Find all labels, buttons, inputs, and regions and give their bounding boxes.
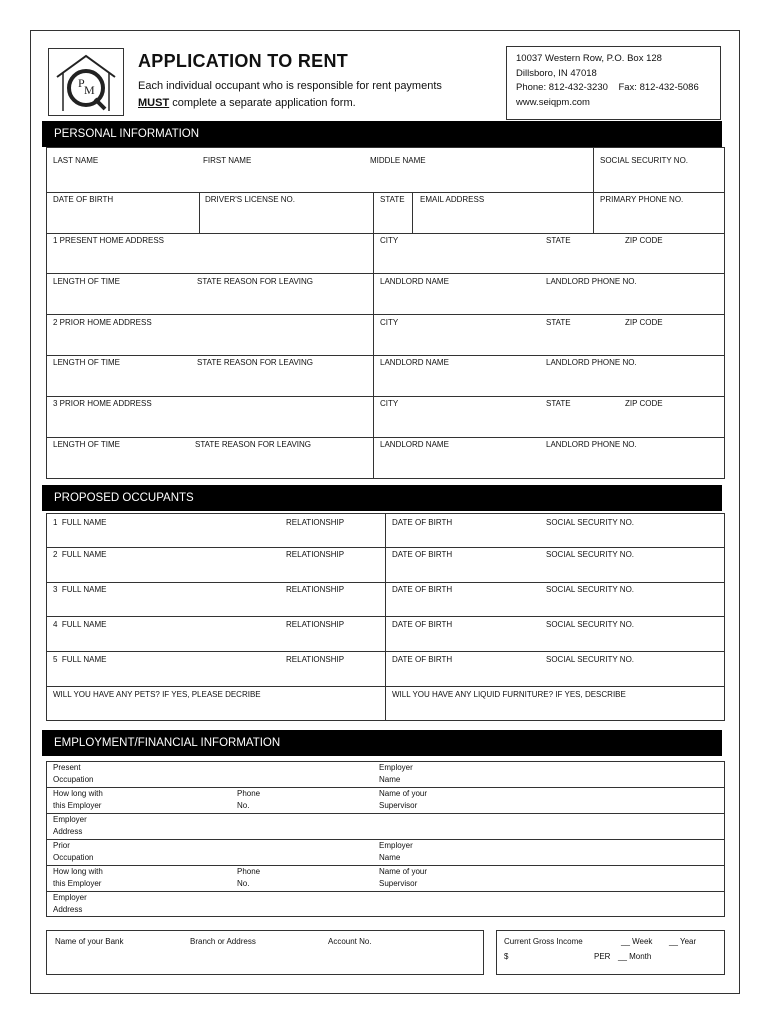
occupant-4-relationship-label: RELATIONSHIP <box>286 620 345 629</box>
address-2-city-label: CITY <box>380 318 399 327</box>
supervisor-field[interactable] <box>440 794 715 808</box>
reason-1-field[interactable] <box>197 293 367 309</box>
length-1-field[interactable] <box>53 293 188 309</box>
address-2-zip-field[interactable] <box>625 334 720 350</box>
address-3-city-field[interactable] <box>380 415 540 431</box>
svg-text:M: M <box>84 83 95 97</box>
reason-2-label: STATE REASON FOR LEAVING <box>197 358 314 367</box>
form-title: APPLICATION TO RENT <box>138 51 349 71</box>
length-1-label: LENGTH OF TIME <box>53 277 120 286</box>
address-3-label: 3 PRIOR HOME ADDRESS <box>53 399 152 408</box>
occupant-5-name-field[interactable] <box>53 669 378 683</box>
proposed-occupants-header: PROPOSED OCCUPANTS <box>42 485 722 511</box>
length-2-label: LENGTH OF TIME <box>53 358 120 367</box>
pets-field[interactable] <box>53 703 378 718</box>
account-field[interactable] <box>328 952 478 968</box>
landlord-3-field[interactable] <box>380 457 540 473</box>
occupant-5-ssn-label: SOCIAL SECURITY NO. <box>546 655 635 664</box>
account-label: Account No. <box>328 937 372 946</box>
address-2-state-field[interactable] <box>546 334 616 350</box>
divider <box>385 513 386 721</box>
landlord-2-label: LANDLORD NAME <box>380 358 449 367</box>
personal-info-header: PERSONAL INFORMATION <box>42 121 722 147</box>
occupant-2-name-label: 2 FULL NAME <box>53 550 107 559</box>
supervisor-label: Name of your Supervisor <box>379 789 428 810</box>
prior-occupation-label: Prior Occupation <box>53 841 94 862</box>
per-label: PER <box>594 952 611 961</box>
divider <box>46 891 725 892</box>
address-3-zip-label: ZIP CODE <box>625 399 663 408</box>
house-logo-icon <box>49 49 123 115</box>
ssn-label: SOCIAL SECURITY NO. <box>600 156 689 165</box>
address-1-state-field[interactable] <box>546 252 616 268</box>
how-long-label: How long with this Employer <box>53 789 103 810</box>
address-1-field[interactable] <box>53 252 365 268</box>
subtitle-line-1: Each individual occupant who is responsible for rent payments <box>138 80 442 92</box>
employer-phone-field[interactable] <box>265 794 370 808</box>
address-2-zip-label: ZIP CODE <box>625 318 663 327</box>
bank-name-label: Name of your Bank <box>55 937 124 946</box>
employer-address-label: Employer Address <box>53 815 87 836</box>
prior-employer-name-field[interactable] <box>425 846 715 860</box>
present-occupation-field[interactable] <box>115 768 370 782</box>
employer-address-field[interactable] <box>105 820 715 834</box>
occupant-2-name-field[interactable] <box>53 564 378 578</box>
furniture-field[interactable] <box>392 703 717 718</box>
prior-employer-phone-field[interactable] <box>265 872 370 886</box>
divider <box>593 147 594 233</box>
contact-website[interactable]: www.seiqpm.com <box>516 96 590 108</box>
occupant-4-name-label: 4 FULL NAME <box>53 620 107 629</box>
length-3-field[interactable] <box>53 457 188 473</box>
bank-name-field[interactable] <box>55 952 180 968</box>
length-3-label: LENGTH OF TIME <box>53 440 120 449</box>
prior-employer-phone-label: Phone No. <box>237 867 261 888</box>
divider <box>46 314 725 315</box>
subtitle-must: MUST <box>138 97 170 109</box>
occupant-2-ssn-label: SOCIAL SECURITY NO. <box>546 550 635 559</box>
landlord-phone-3-field[interactable] <box>546 457 716 473</box>
occupant-3-dob-field[interactable] <box>392 599 717 613</box>
dob-field[interactable] <box>53 212 193 228</box>
reason-3-label: STATE REASON FOR LEAVING <box>195 440 312 449</box>
ssn-field[interactable] <box>600 172 718 188</box>
last-name-label: LAST NAME <box>53 156 99 165</box>
address-1-zip-label: ZIP CODE <box>625 236 663 245</box>
how-long-field[interactable] <box>125 794 230 808</box>
subtitle-rest: complete a separate application form. <box>169 97 356 109</box>
divider <box>46 192 725 193</box>
landlord-3-label: LANDLORD NAME <box>380 440 449 449</box>
form-subtitle <box>138 78 442 112</box>
license-state-field[interactable] <box>378 212 408 228</box>
address-1-zip-field[interactable] <box>625 252 720 268</box>
employer-phone-label: Phone No. <box>237 789 261 810</box>
subtitle-line-2 <box>138 95 442 112</box>
occupant-4-name-field[interactable] <box>53 634 378 648</box>
reason-2-field[interactable] <box>197 375 367 391</box>
contact-phone: Phone: 812-432-3230 Fax: 812-432-5086 <box>516 82 699 93</box>
month-option[interactable]: __ Month <box>618 952 652 961</box>
pets-label: WILL YOU HAVE ANY PETS? IF YES, PLEASE DECRIBE <box>53 690 261 699</box>
address-2-city-field[interactable] <box>380 334 540 350</box>
primary-phone-field[interactable] <box>600 212 718 228</box>
address-3-state-label: STATE <box>546 399 571 408</box>
license-field[interactable] <box>205 212 365 228</box>
reason-1-label: STATE REASON FOR LEAVING <box>197 277 314 286</box>
prior-employer-address-field[interactable] <box>105 898 715 912</box>
employer-name-label: Employer Name <box>379 763 413 784</box>
occupant-1-dob-field[interactable] <box>392 530 717 544</box>
divider <box>46 233 725 234</box>
prior-supervisor-label: Name of your Supervisor <box>379 867 428 888</box>
state-label: STATE <box>380 195 405 204</box>
prior-supervisor-field[interactable] <box>440 872 715 886</box>
primary-phone-label: PRIMARY PHONE NO. <box>600 195 684 204</box>
occupant-1-name-label: 1 FULL NAME <box>53 518 107 527</box>
landlord-phone-1-label: LANDLORD PHONE NO. <box>546 277 637 286</box>
employment-financial-header: EMPLOYMENT/FINANCIAL INFORMATION <box>42 730 722 756</box>
income-amount-field[interactable] <box>512 950 590 963</box>
divider <box>46 813 725 814</box>
contact-address-2: Dillsboro, IN 47018 <box>516 67 597 79</box>
occupant-1-dob-label: DATE OF BIRTH <box>392 518 453 527</box>
address-1-city-label: CITY <box>380 236 399 245</box>
occupant-2-dob-label: DATE OF BIRTH <box>392 550 453 559</box>
landlord-phone-2-field[interactable] <box>546 375 716 391</box>
address-2-label: 2 PRIOR HOME ADDRESS <box>53 318 152 327</box>
prior-employer-name-label: Employer Name <box>379 841 413 862</box>
occupant-3-dob-label: DATE OF BIRTH <box>392 585 453 594</box>
gross-income-label: Current Gross Income <box>504 937 583 946</box>
divider <box>46 437 725 438</box>
occupant-3-name-label: 3 FULL NAME <box>53 585 107 594</box>
email-field[interactable] <box>420 212 588 228</box>
divider <box>199 192 200 233</box>
divider <box>46 273 725 274</box>
reason-3-field[interactable] <box>197 457 367 473</box>
address-3-city-label: CITY <box>380 399 399 408</box>
address-3-field[interactable] <box>53 415 365 431</box>
landlord-phone-3-label: LANDLORD PHONE NO. <box>546 440 637 449</box>
license-label: DRIVER'S LICENSE NO. <box>205 195 295 204</box>
middle-name-field[interactable] <box>370 172 585 188</box>
dob-label: DATE OF BIRTH <box>53 195 114 204</box>
prior-how-long-label: How long with this Employer <box>53 867 103 888</box>
landlord-phone-2-label: LANDLORD PHONE NO. <box>546 358 637 367</box>
furniture-label: WILL YOU HAVE ANY LIQUID FURNITURE? IF YES, DESCRIBE <box>392 690 626 699</box>
address-2-state-label: STATE <box>546 318 571 327</box>
occupant-3-ssn-label: SOCIAL SECURITY NO. <box>546 585 635 594</box>
address-3-state-field[interactable] <box>546 415 616 431</box>
occupant-1-relationship-label: RELATIONSHIP <box>286 518 345 527</box>
length-2-field[interactable] <box>53 375 188 391</box>
first-name-field[interactable] <box>203 172 363 188</box>
company-logo <box>48 48 124 116</box>
divider <box>46 396 725 397</box>
last-name-field[interactable] <box>53 172 193 188</box>
middle-name-label: MIDDLE NAME <box>370 156 426 165</box>
contact-address-1: 10037 Western Row, P.O. Box 128 <box>516 53 662 64</box>
occupant-5-dob-field[interactable] <box>392 669 717 683</box>
occupant-4-dob-field[interactable] <box>392 634 717 648</box>
prior-occupation-field[interactable] <box>115 846 370 860</box>
landlord-phone-1-field[interactable] <box>546 293 716 309</box>
svg-text:P: P <box>78 76 85 90</box>
dollar-sign: $ <box>504 952 509 961</box>
address-1-label: 1 PRESENT HOME ADDRESS <box>53 236 164 245</box>
occupant-3-name-field[interactable] <box>53 599 378 613</box>
occupant-5-relationship-label: RELATIONSHIP <box>286 655 345 664</box>
contact-box <box>506 46 721 120</box>
address-2-field[interactable] <box>53 334 365 350</box>
address-1-state-label: STATE <box>546 236 571 245</box>
present-occupation-label: Present Occupation <box>53 763 94 784</box>
occupant-4-ssn-label: SOCIAL SECURITY NO. <box>546 620 635 629</box>
email-label: EMAIL ADDRESS <box>420 195 485 204</box>
prior-employer-address-label: Employer Address <box>53 893 87 914</box>
occupant-1-name-field[interactable] <box>53 530 378 544</box>
occupant-3-relationship-label: RELATIONSHIP <box>286 585 345 594</box>
week-option[interactable]: __ Week <box>621 937 653 946</box>
landlord-2-field[interactable] <box>380 375 540 391</box>
divider <box>46 355 725 356</box>
address-3-zip-field[interactable] <box>625 415 720 431</box>
occupant-2-dob-field[interactable] <box>392 564 717 578</box>
divider <box>412 192 413 233</box>
first-name-label: FIRST NAME <box>203 156 252 165</box>
employer-name-field[interactable] <box>425 768 715 782</box>
occupant-2-relationship-label: RELATIONSHIP <box>286 550 345 559</box>
address-1-city-field[interactable] <box>380 252 540 268</box>
occupant-5-dob-label: DATE OF BIRTH <box>392 655 453 664</box>
landlord-1-field[interactable] <box>380 293 540 309</box>
branch-label: Branch or Address <box>190 937 256 946</box>
occupant-4-dob-label: DATE OF BIRTH <box>392 620 453 629</box>
divider <box>373 192 374 479</box>
year-option[interactable]: __ Year <box>669 937 697 946</box>
occupant-5-name-label: 5 FULL NAME <box>53 655 107 664</box>
prior-how-long-field[interactable] <box>125 872 230 886</box>
branch-field[interactable] <box>190 952 320 968</box>
landlord-1-label: LANDLORD NAME <box>380 277 449 286</box>
occupant-1-ssn-label: SOCIAL SECURITY NO. <box>546 518 635 527</box>
